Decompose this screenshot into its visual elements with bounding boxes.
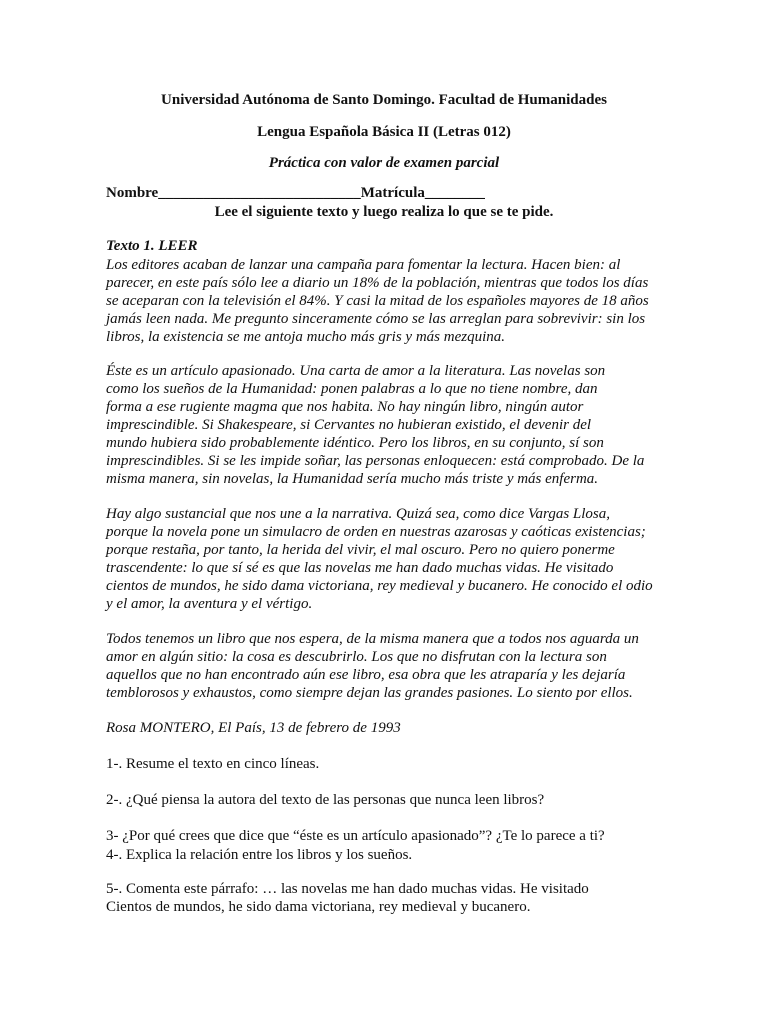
name-label: Nombre [106, 185, 159, 201]
paragraph-line: Hay algo sustancial que nos une a la narrativa. Quizá sea, como dice Vargas Llosa, [106, 506, 611, 522]
paragraph-line: porque la novela pone un simulacro de orden en nuestras azarosas y caóticas existencias; [106, 524, 646, 540]
paragraph-line: mundo hubiera sido probablemente idéntico. Pero los libros, en su conjunto, sí son [106, 435, 604, 451]
university-header [0, 92, 768, 109]
paragraph-line: parecer, en este país sólo lee a diario un 18% de la población, mientras que todos los días [106, 275, 649, 291]
question-1: 1-. Resume el texto en cinco líneas. [106, 756, 320, 772]
paragraph-line: misma manera, sin novelas, la Humanidad sería mucho más triste y más enferma. [106, 471, 599, 487]
course-title: Lengua Española Básica II (Letras 012) [257, 124, 511, 140]
paragraph-line: imprescindibles. Si se les impide soñar, las personas enloquecen: está comprobado. De la [106, 453, 645, 469]
id-blank: ________ [424, 185, 485, 201]
university-name: Universidad Autónoma de Santo Domingo [161, 92, 432, 108]
paragraph-line: amor en algún sitio: la cosa es descubrirlo. Los que no disfrutan con la lectura son [106, 649, 607, 665]
paragraph-line: jamás leen nada. Me pregunto sinceramente cómo se las arreglan para sobrevivir: sin los [106, 311, 646, 327]
paragraph-1 [106, 256, 649, 346]
question-4: 4-. Explica la relación entre los libros y los sueños. [106, 847, 413, 863]
student-info-line [106, 185, 485, 202]
faculty-name: . Facultad de Humanidades [431, 92, 607, 108]
paragraph-line: Éste es un artículo apasionado. Una carta de amor a la literatura. Las novelas son [106, 363, 606, 379]
exam-subtitle: Práctica con valor de examen parcial [268, 155, 500, 171]
paragraph-line: Todos tenemos un libro que nos espera, de la misma manera que a todos nos aguarda un [106, 631, 639, 647]
question-3: 3- ¿Por qué crees que dice que “éste es un artículo apasionado”? ¿Te lo parece a ti? [106, 828, 605, 844]
paragraph-line: se aceparan con la televisión el 84%. Y casi la mitad de los españoles mayores de 18 años [106, 293, 649, 309]
question-2: 2-. ¿Qué piensa la autora del texto de las personas que nunca leen libros? [106, 792, 545, 808]
id-label: Matrícula [360, 185, 425, 201]
paragraph-line: trascendente: lo que sí sé es que las novelas me han dado muchas vidas. He visitado [106, 560, 614, 576]
paragraph-line: cientos de mundos, he sido dama victoriana, rey medieval y bucanero. He conocido el odio [106, 578, 653, 594]
paragraph-line: porque restaña, por tanto, la herida del vivir, el mal oscuro. Pero no quiero ponerme [106, 542, 615, 558]
paragraph-line: forma a ese rugiente magma que nos habita. No hay ningún libro, ningún autor [106, 399, 584, 415]
name-blank: ___________________________ [158, 185, 361, 201]
paragraph-line: temblorosos y exhaustos, como siempre dejan las grandes pasiones. Lo siento por ellos. [106, 685, 633, 701]
question-5-line: 5-. Comenta este párrafo: … las novelas me han dado muchas vidas. He visitado [106, 881, 589, 897]
instruction: Lee el siguiente texto y luego realiza lo que se te pide. [214, 204, 554, 220]
paragraph-2 [106, 362, 644, 488]
paragraph-4 [106, 630, 639, 702]
text-source: Rosa MONTERO, El País, 13 de febrero de 1993 [106, 720, 401, 736]
paragraph-line: libros, la existencia se me antoja mucho más gris y más mezquina. [106, 329, 505, 345]
question-5 [106, 880, 589, 916]
question-5-line: Cientos de mundos, he sido dama victoriana, rey medieval y bucanero. [106, 899, 531, 915]
paragraph-line: y el amor, la aventura y el vértigo. [106, 596, 313, 612]
paragraph-line: imprescindible. Si Shakespeare, si Cervantes no hubieran existido, el devenir del [106, 417, 592, 433]
paragraph-line: aquellos que no han encontrado aún ese libro, esa obra que les atraparía y les dejaría [106, 667, 626, 683]
paragraph-line: Los editores acaban de lanzar una campaña para fomentar la lectura. Hacen bien: al [106, 257, 621, 273]
paragraph-3 [106, 505, 653, 613]
text-heading: Texto 1. LEER [106, 238, 198, 254]
paragraph-line: como los sueños de la Humanidad: ponen palabras a lo que no tiene nombre, dan [106, 381, 598, 397]
